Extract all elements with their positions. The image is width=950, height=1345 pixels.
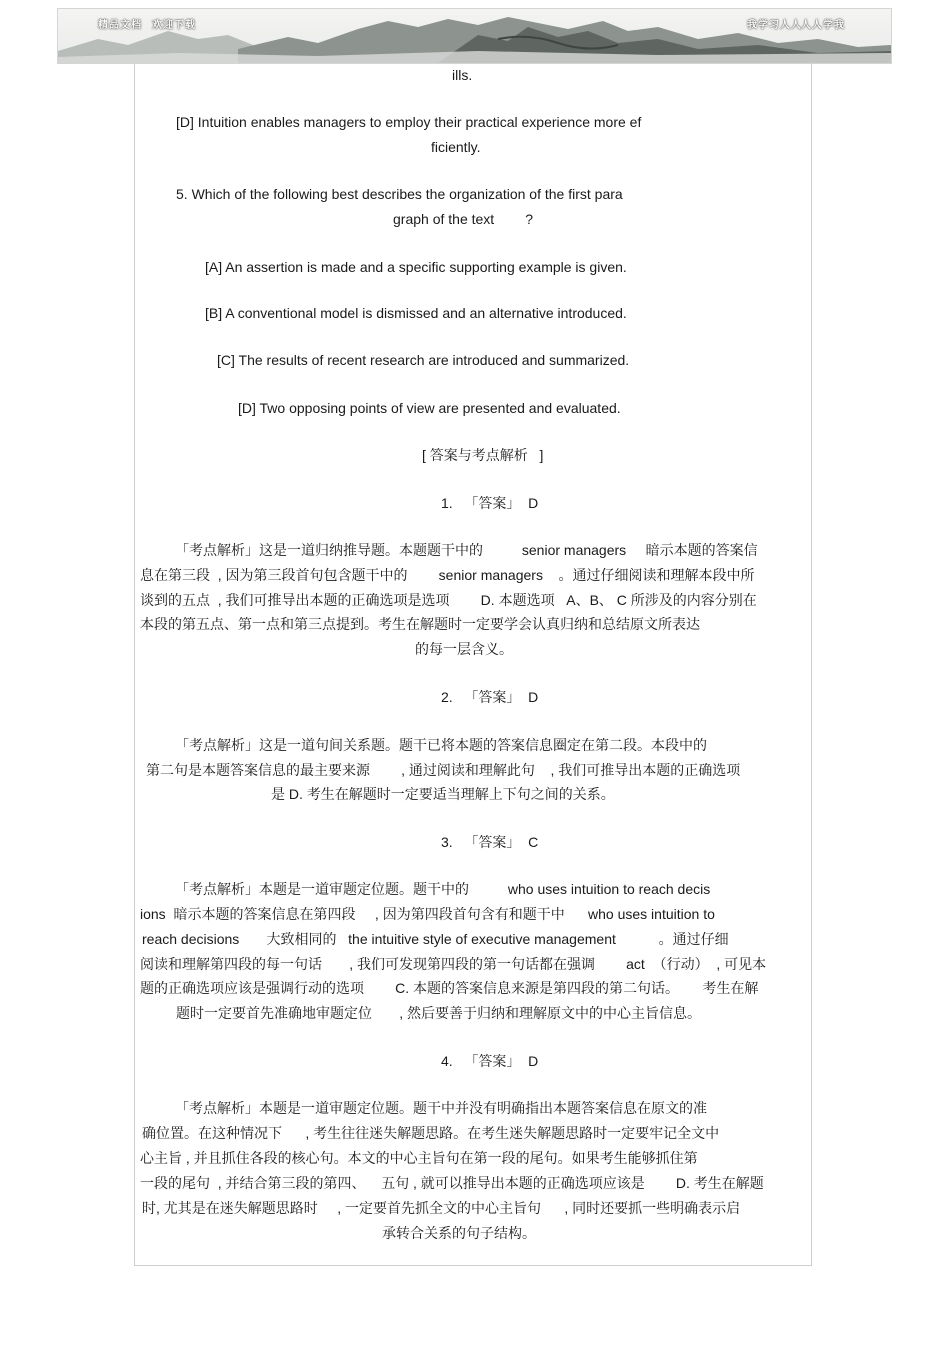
text-line: 本段的第五点、第一点和第三点提到。考生在解题时一定要学会认真归纳和总结原文所表达	[140, 616, 700, 632]
content-frame	[134, 62, 812, 1266]
text-line: 「考点解析」本题是一道审题定位题。题干中并没有明确指出本题答案信息在原文的准	[175, 1100, 707, 1116]
text-line: [C] The results of recent research are introduced and summarized.	[217, 352, 630, 368]
header-tag-right-1: 我学习人人	[747, 20, 802, 31]
text-line: 1. 「答案」 D	[441, 495, 539, 511]
text-line: 题时一定要首先准确地审题定位 , 然后要善于归纳和理解原文中的中心主旨信息。	[176, 1005, 702, 1021]
text-line: 「考点解析」这是一道归纳推导题。本题题干中的 senior managers 暗示本题的答案信	[175, 542, 758, 558]
header-tag-right-2: 人人学我	[801, 20, 845, 31]
text-line: 的每一层含义。	[415, 641, 513, 657]
text-line: [B] A conventional model is dismissed and an alternative introduced.	[205, 305, 627, 321]
text-line: [D] Intuition enables managers to employ their practical experience more ef	[176, 114, 642, 130]
text-line: [D] Two opposing points of view are presented and evaluated.	[238, 400, 621, 416]
text-line: 题的正确选项应该是强调行动的选项 C. 本题的答案信息来源是第四段的第二句话。 考生在解	[140, 980, 759, 996]
text-line: ficiently.	[431, 139, 481, 155]
text-line: [ 答案与考点解析 ]	[422, 447, 544, 463]
text-line: 是 D. 考生在解题时一定要适当理解上下句之间的关系。	[271, 786, 615, 802]
header-tag-left-2: 欢迎下载	[152, 20, 196, 31]
text-line: 5. Which of the following best describes the organization of the first para	[176, 186, 623, 202]
text-line: ions 暗示本题的答案信息在第四段 , 因为第四段首句含有和题干中 who uses intuition to	[140, 906, 715, 922]
text-line: [A] An assertion is made and a specific supporting example is given.	[205, 259, 627, 275]
text-line: 心主旨 , 并且抓住各段的核心句。本文的中心主旨句在第一段的尾句。如果考生能够抓住第	[140, 1150, 698, 1166]
text-line: ills.	[452, 67, 473, 83]
text-line: 确位置。在这种情况下 , 考生往往迷失解题思路。在考生迷失解题思路时一定要牢记全文中	[142, 1125, 720, 1141]
text-line: 第二句是本题答案信息的最主要来源 , 通过阅读和理解此句 , 我们可推导出本题的正确选项	[146, 762, 741, 778]
text-line: 「考点解析」本题是一道审题定位题。题干中的 who uses intuition to reach decis	[175, 881, 711, 897]
text-line: 「考点解析」这是一道句间关系题。题干已将本题的答案信息圈定在第二段。本段中的	[175, 737, 707, 753]
text-line: 息在第三段 , 因为第三段首句包含题干中的 senior managers 。通过仔细阅读和理解本段中所	[140, 567, 755, 583]
text-line: 一段的尾句 , 并结合第三段的第四、 五句 , 就可以推导出本题的正确选项应该是 D. 考生在解题	[140, 1175, 764, 1191]
text-line: 时, 尤其是在迷失解题思路时 , 一定要首先抓全文的中心主旨句 , 同时还要抓一些明确表示启	[142, 1200, 741, 1216]
text-line: 4. 「答案」 D	[441, 1053, 539, 1069]
text-line: 承转合关系的句子结构。	[382, 1225, 536, 1241]
header-banner	[57, 8, 892, 64]
text-line: 3. 「答案」 C	[441, 834, 539, 850]
text-line: graph of the text ?	[393, 211, 534, 227]
text-line: 2. 「答案」 D	[441, 689, 539, 705]
text-line: 谈到的五点 , 我们可推导出本题的正确选项是选项 D. 本题选项 A、B、 C 所涉及的内容分别在	[140, 592, 757, 608]
text-line: reach decisions 大致相同的 the intuitive style of executive management 。通过仔细	[142, 931, 729, 947]
text-line: 阅读和理解第四段的每一句话 , 我们可发现第四段的第一句话都在强调 act （行动） , 可见本	[140, 956, 767, 972]
header-tag-left-1: 精品文档	[98, 20, 142, 31]
